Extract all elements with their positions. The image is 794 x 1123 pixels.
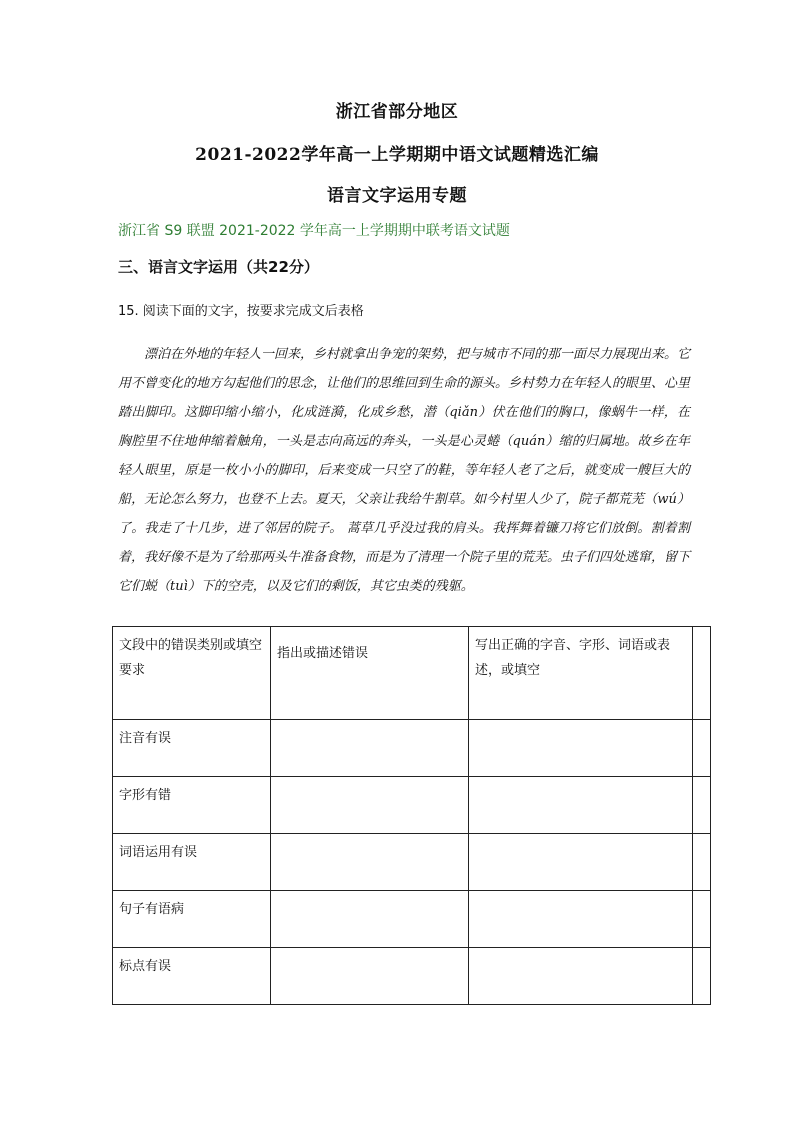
margin-cell <box>693 891 711 948</box>
source-line: 浙江省 S9 联盟 2021-2022 学年高一上学期期中联考语文试题 <box>118 223 510 239</box>
answer-cell[interactable] <box>469 948 693 1005</box>
table-row <box>113 834 711 891</box>
answer-cell[interactable] <box>271 834 469 891</box>
title-exam: 2021-2022学年高一上学期期中语文试题精选汇编 <box>195 145 599 165</box>
answer-cell[interactable] <box>271 777 469 834</box>
question-prompt: 15. 阅读下面的文字，按要求完成文后表格 <box>118 304 364 319</box>
margin-cell <box>693 834 711 891</box>
margin-cell <box>693 777 711 834</box>
answer-cell[interactable] <box>469 834 693 891</box>
answer-cell[interactable] <box>271 948 469 1005</box>
header-margin-cell <box>693 627 711 720</box>
reading-passage: 漂泊在外地的年轻人一回来，乡村就拿出争宠的架势，把与城市不同的那一面尽力展现出来。它用不曾变化的地方勾起他们的思念，让他们的思维回到生命的源头。乡村势力在年轻人的眼里、心里踏出脚印。这脚印缩小缩小，化成涟漪，化成乡愁，潜（qiǎn）伏在他们的胸口，像蜗牛一样，在胸腔里不住地伸缩着触角，一头是志向高远的奔头，一头是心灵蜷（quán）缩的归属地。故乡在年轻人眼里，原是一枚小小的脚印，后来变成一只空了的鞋，等年轻人老了之后，就变成一艘巨大的船，无论怎么努力，也登不上去。夏天，父亲让我给牛割草。如今村里人少了，院子都荒芜（wú）了。我走了十几步，进了邻居的院子。 蒿草几乎没过我的肩头。我挥舞着镰刀将它们放倒。割着割着，我好像不是为了给那两头牛准备食物，而是为了清理一个院子里的荒芜。虫子们四处逃窜，留下它们蜕（tuì）下的空壳，以及它们的剩饭，其它虫类的残躯。 <box>118 347 691 594</box>
title-region: 浙江省部分地区 <box>335 102 459 122</box>
row-label: 句子有语病 <box>113 891 271 948</box>
answer-cell[interactable] <box>469 777 693 834</box>
answer-cell[interactable] <box>271 891 469 948</box>
table-row <box>113 720 711 777</box>
title-topic: 语言文字运用专题 <box>327 186 467 206</box>
row-label: 标点有误 <box>113 948 271 1005</box>
header-category: 文段中的错误类别或填空要求 <box>113 627 271 720</box>
table-header-row <box>113 627 711 720</box>
row-label: 字形有错 <box>113 777 271 834</box>
row-label: 注音有误 <box>113 720 271 777</box>
table-row <box>113 891 711 948</box>
answer-cell[interactable] <box>469 891 693 948</box>
answer-table <box>112 626 711 1005</box>
answer-cell[interactable] <box>271 720 469 777</box>
section-heading: 三、语言文字运用（共22分） <box>118 258 319 276</box>
header-correction: 写出正确的字音、字形、词语或表述，或填空 <box>469 627 693 720</box>
table-row <box>113 777 711 834</box>
row-label: 词语运用有误 <box>113 834 271 891</box>
margin-cell <box>693 720 711 777</box>
answer-cell[interactable] <box>469 720 693 777</box>
header-describe-error: 指出或描述错误 <box>271 627 469 720</box>
margin-cell <box>693 948 711 1005</box>
table-row <box>113 948 711 1005</box>
